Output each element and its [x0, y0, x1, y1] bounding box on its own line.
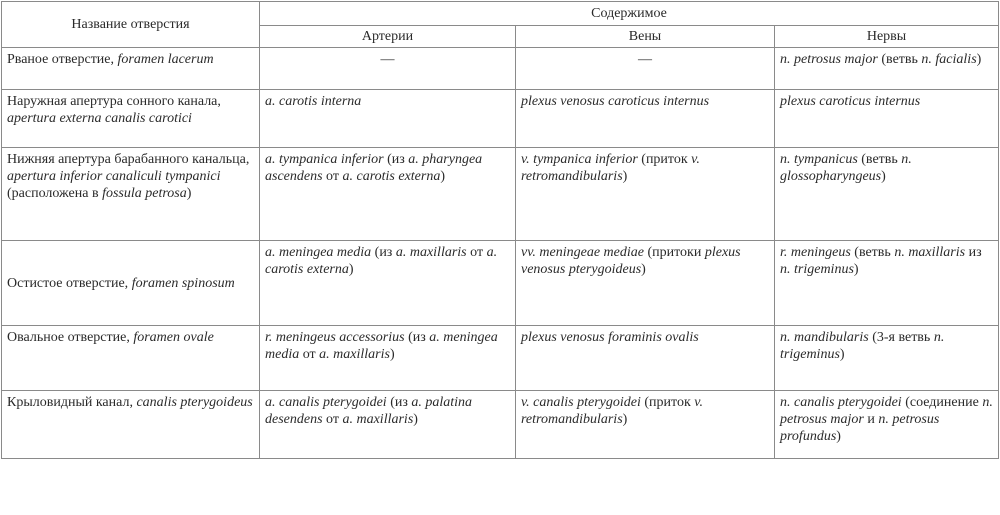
cell-text: )	[836, 429, 841, 444]
cell-text: )	[622, 169, 628, 184]
cell-text: )	[186, 186, 192, 201]
cell-text: —	[380, 52, 395, 67]
cell-text: от	[299, 347, 320, 362]
cell-arteries	[260, 90, 516, 148]
cell-name	[2, 326, 260, 391]
cell-text: Овальное отверстие,	[7, 330, 134, 345]
cell-arteries	[260, 148, 516, 241]
cell-veins	[516, 241, 775, 326]
cell-veins	[516, 90, 775, 148]
cell-veins	[516, 148, 775, 241]
cell-text: (ветвь	[877, 52, 922, 67]
cell-latin: fossula petrosa	[102, 186, 187, 201]
table-row	[2, 90, 999, 148]
cell-text: (приток	[637, 152, 692, 167]
cell-veins	[516, 326, 775, 391]
header-content: Содержимое	[260, 2, 999, 26]
cell-text: (притоки	[643, 245, 705, 260]
cell-latin: n. trigeminus	[780, 330, 945, 362]
cell-veins	[516, 391, 775, 459]
cell-text: от	[466, 245, 487, 260]
cell-latin: n. glossopharyngeus	[780, 152, 912, 184]
cell-latin: n. trigeminus	[780, 262, 854, 277]
cell-veins	[516, 48, 775, 90]
cell-text: (расположена в	[7, 186, 103, 201]
cell-text: )	[440, 169, 446, 184]
cell-nerves	[775, 90, 999, 148]
cell-latin: n. petrosus major	[780, 395, 993, 427]
cell-latin: r. meningeus accessorius	[265, 330, 405, 345]
cell-text: (ветвь	[850, 245, 895, 260]
cell-latin: v. retromandibularis	[521, 152, 700, 184]
cell-name	[2, 48, 260, 90]
cell-text: из	[965, 245, 982, 260]
header-name: Название отверстия	[2, 2, 260, 48]
cell-text: (3-я ветвь	[868, 330, 934, 345]
cell-text: Остистое отверстие,	[7, 276, 132, 291]
cell-text: Крыловидный канал,	[7, 395, 137, 410]
cell-latin: a. tympanica inferior	[265, 152, 384, 167]
cell-nerves	[775, 241, 999, 326]
table-row	[2, 241, 999, 326]
cell-latin: n. maxillaris	[894, 245, 966, 260]
cell-text: (ветвь	[857, 152, 902, 167]
cell-latin: n. petrosus major	[780, 52, 878, 67]
table-row	[2, 391, 999, 459]
cell-text: Наружная апертура сонного канала,	[7, 94, 221, 109]
table-header-row	[2, 2, 999, 26]
cell-latin: a. palatina desendens	[265, 395, 473, 427]
cell-arteries	[260, 391, 516, 459]
cell-latin: a. carotis externa	[342, 169, 441, 184]
cell-text: от	[322, 169, 343, 184]
cell-text: и	[863, 412, 879, 427]
cell-latin: r. meningeus	[780, 245, 851, 260]
cell-latin: a. meningea media	[265, 245, 372, 260]
cell-text: (из	[383, 152, 409, 167]
header-veins: Вены	[516, 26, 775, 48]
cell-latin: a. maxillaris	[395, 245, 467, 260]
cell-latin: a. maxillaris	[319, 347, 390, 362]
cell-latin: n. tympanicus	[780, 152, 858, 167]
cell-latin: apertura externa canalis carotici	[7, 111, 192, 126]
cell-text: )	[413, 412, 418, 427]
cell-latin: canalis pterygoideus	[136, 395, 253, 410]
cell-latin: foramen ovale	[133, 330, 214, 345]
cell-nerves	[775, 148, 999, 241]
cell-text: (соединение	[901, 395, 983, 410]
cell-nerves	[775, 391, 999, 459]
cell-text: Рваное отверстие,	[7, 52, 118, 67]
cell-latin: n. petrosus profundus	[780, 412, 940, 444]
cell-latin: n. facialis	[921, 52, 977, 67]
cell-latin: apertura inferior canaliculi tympanici	[7, 169, 221, 184]
cell-arteries	[260, 326, 516, 391]
cell-latin: v. canalis pterygoidei	[521, 395, 641, 410]
cell-latin: n. mandibularis	[780, 330, 869, 345]
cell-text: (из	[371, 245, 396, 260]
table-row	[2, 326, 999, 391]
cell-latin: v. tympanica inferior	[521, 152, 638, 167]
cell-text: )	[839, 347, 845, 362]
cell-latin: a. maxillaris	[342, 412, 414, 427]
cell-latin: v. retromandibularis	[521, 395, 703, 427]
cell-text: )	[348, 262, 354, 277]
cell-latin: plexus venosus pterygoideus	[521, 245, 741, 277]
cell-text: (из	[386, 395, 412, 410]
cell-text: (из	[404, 330, 430, 345]
cell-text: )	[389, 347, 395, 362]
cell-latin: a. canalis pterygoidei	[265, 395, 387, 410]
cell-latin: a. carotis interna	[265, 94, 362, 109]
cell-text: Нижняя апертура барабанного канальца,	[7, 152, 250, 167]
foramina-table	[1, 1, 999, 459]
cell-latin: a. meningea media	[265, 330, 498, 362]
cell-latin: foramen lacerum	[117, 52, 214, 67]
cell-latin: plexus caroticus internus	[780, 94, 921, 109]
cell-name	[2, 90, 260, 148]
header-arteries: Артерии	[260, 26, 516, 48]
cell-nerves	[775, 48, 999, 90]
table-row	[2, 148, 999, 241]
cell-text: )	[881, 169, 886, 184]
cell-latin: a. pharyngea ascendens	[265, 152, 483, 184]
cell-name	[2, 148, 260, 241]
cell-text: )	[976, 52, 982, 67]
cell-latin: a. carotis externa	[265, 245, 498, 277]
header-nerves: Нервы	[775, 26, 999, 48]
cell-latin: n. canalis pterygoidei	[780, 395, 902, 410]
cell-text: от	[322, 412, 343, 427]
cell-latin: foramen spinosum	[131, 276, 235, 291]
cell-text: —	[638, 52, 652, 67]
cell-arteries	[260, 241, 516, 326]
table-row	[2, 48, 999, 90]
cell-latin: plexus venosus caroticus internus	[521, 94, 710, 109]
cell-arteries	[260, 48, 516, 90]
cell-name	[2, 391, 260, 459]
cell-name	[2, 241, 260, 326]
cell-text: )	[641, 262, 646, 277]
cell-text: (приток	[640, 395, 695, 410]
cell-latin: vv. meningeae mediae	[521, 245, 644, 260]
cell-text: )	[853, 262, 859, 277]
cell-latin: plexus venosus foraminis ovalis	[521, 330, 699, 345]
cell-text: )	[622, 412, 628, 427]
cell-nerves	[775, 326, 999, 391]
